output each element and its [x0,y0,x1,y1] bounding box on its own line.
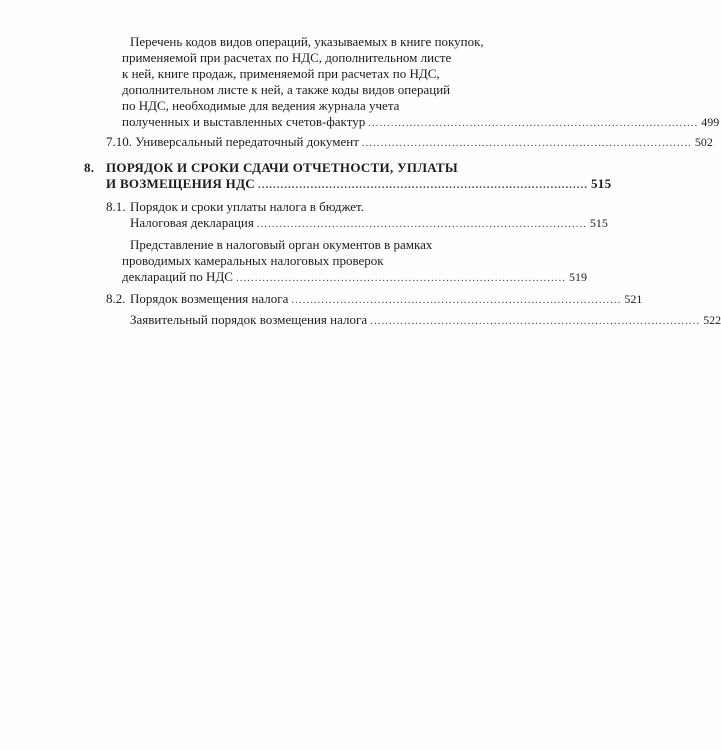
toc-entry-line: деклараций по НДС [122,269,233,284]
toc-entry-8-2 [106,291,643,308]
toc-chapter-title-line: И ВОЗМЕЩЕНИЯ НДС [106,176,255,191]
toc-chapter-number: 8. [84,160,95,175]
toc-entry-line: проводимых камеральных налоговых проверок [122,253,384,268]
toc-page-number: 515 [591,176,612,191]
toc-section-title: Заявительный порядок возмещения налога [130,312,368,327]
toc-entry-line: Перечень кодов видов операций, указываемых в книге покупок, [130,34,484,49]
toc-entry-line: по НДС, необходимые для ведения журнала учета [122,98,400,113]
dot-leader: ........................................................................................ [258,179,588,191]
toc-page-number: 522 [703,313,721,327]
toc-page-number: 521 [624,292,643,306]
toc-chapter-leader-row [106,176,612,193]
dot-leader: ........................................................................................ [291,294,622,306]
dot-leader: ........................................................................................ [256,218,587,230]
dot-leader: ........................................................................................ [361,137,692,149]
toc-section-title: Порядок возмещения налога [130,291,289,306]
toc-page-number: 515 [589,216,608,230]
toc-section-title: Универсальный передаточный документ [135,134,359,149]
toc-entry-line: полученных и выставленных счетов-фактур [122,114,366,129]
toc-section-number: 7.10. [106,134,132,149]
toc-entry-leader-row [130,215,608,232]
toc-entry-line: дополнительном листе к ней, а также коды видов операций [122,82,451,97]
toc-page-number: 502 [694,135,713,149]
toc-entry-line: применяемой при расчетах по НДС, дополнительном листе [122,50,452,65]
toc-page-number: 519 [568,270,587,284]
toc-entry-leader-row [122,269,587,286]
dot-leader: ........................................................................................ [235,272,566,284]
dot-leader: ........................................................................................ [368,117,699,129]
dot-leader: ........................................................................................ [370,315,701,327]
toc-entry-leader-row [122,114,720,131]
toc-section-title: Налоговая декларация [130,215,254,230]
toc-entry-line: Представление в налоговый орган окументов в рамках [130,237,433,252]
toc-section-number: 8.1. [106,199,126,214]
toc-entry-line: к ней, книге продаж, применяемой при расчетах по НДС, [122,66,440,81]
toc-entry-8-2-declarative [130,312,721,329]
toc-section-number: 8.2. [106,291,126,306]
toc-entry-line [106,199,364,215]
toc-chapter-title-line: 8. ПОРЯДОК И СРОКИ СДАЧИ ОТЧЕТНОСТИ, УПЛАТЫ [84,160,458,175]
toc-page-number: 499 [701,115,720,129]
toc-entry-7-10 [106,134,713,151]
toc-section-title: Порядок и сроки уплаты налога в бюджет. [130,199,364,214]
